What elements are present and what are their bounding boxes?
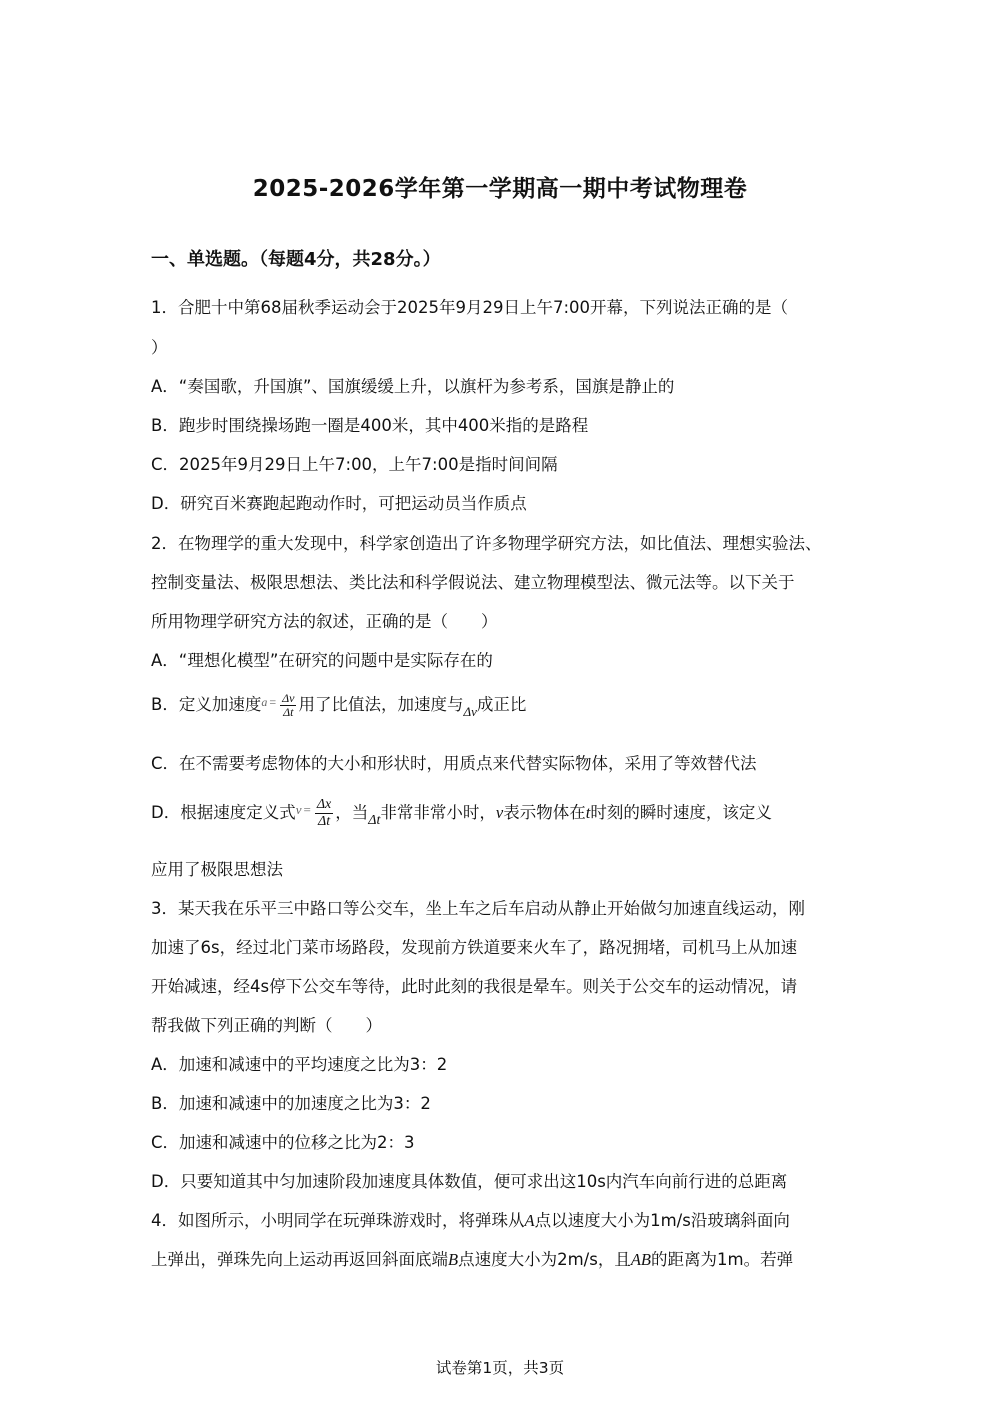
q3-stem-line3: 开始减速，经4s停下公交车等待，此时此刻的我很是晕车。则关于公交车的运动情况，请 [151, 977, 798, 996]
q4-stem-line2 [151, 1249, 793, 1271]
section-heading: 一、单选题。（每题4分，共28分。） [151, 249, 441, 270]
q1-stem-line2: ） [151, 338, 168, 357]
q1-stem-line1: 1．合肥十中第68届秋季运动会于2025年9月29日上午7:00开幕，下列说法正确的是（ [151, 298, 789, 317]
q2-option-a: A．“理想化模型”在研究的问题中是实际存在的 [151, 651, 493, 670]
q4-stem-line1 [151, 1210, 790, 1232]
q2-option-b-middle: 用了比值法，加速度与 [298, 695, 464, 714]
q2-option-b-prefix: B．定义加速度 [151, 695, 262, 714]
q2-stem-line3: 所用物理学研究方法的叙述，正确的是（ ） [151, 612, 498, 631]
q2-option-b-fraction [280, 692, 296, 719]
q2-option-b-suffix: 成正比 [476, 695, 527, 714]
q2-option-d-denominator: Δt [318, 814, 331, 829]
q3-stem-line2: 加速了6s，经过北门菜市场路段，发现前方铁道要来火车了，路况拥堵，司机马上从加速 [151, 938, 798, 957]
q2-option-b-equals: = [269, 695, 277, 709]
q4-point-a: A [524, 1211, 535, 1230]
q4-segment-ab: AB [630, 1250, 651, 1269]
q4-line1-prefix: 4．如图所示，小明同学在玩弹珠游戏时，将弹珠从 [151, 1211, 525, 1230]
q2-option-c: C．在不需要考虑物体的大小和形状时，用质点来代替实际物体，采用了等效替代法 [151, 754, 757, 773]
q2-stem-line2: 控制变量法、极限思想法、类比法和科学假说法、建立物理模型法、微元法等。以下关于 [151, 573, 795, 592]
q1-option-d: D．研究百米赛跑起跑动作时，可把运动员当作质点 [151, 494, 527, 513]
q3-option-c: C．加速和减速中的位移之比为2：3 [151, 1133, 415, 1152]
q4-point-b: B [448, 1250, 459, 1269]
q2-option-b-var-a: a [261, 695, 268, 709]
q2-option-b-numerator: Δv [282, 691, 295, 705]
q1-option-a: A．“奏国歌，升国旗”、国旗缓缓上升，以旗杆为参考系，国旗是静止的 [151, 377, 675, 396]
q3-option-d: D．只要知道其中匀加速阶段加速度具体数值，便可求出这10s内汽车向前行进的总距离 [151, 1172, 788, 1191]
q2-option-d-prefix: D．根据速度定义式 [151, 803, 296, 822]
page-footer: 试卷第1页，共3页 [435, 1359, 565, 1377]
q2-option-d-var-t: t [585, 803, 591, 822]
q3-option-b: B．加速和减速中的加速度之比为3：2 [151, 1094, 431, 1113]
q2-option-d [151, 797, 772, 830]
q1-option-b: B．跑步时围绕操场跑一圈是400米，其中400米指的是路程 [151, 416, 589, 435]
q2-option-b-delta-v: Δv [463, 704, 477, 719]
q2-option-d-var-v2: v [495, 803, 504, 822]
q2-option-d-text1: 非常非常小时， [380, 803, 496, 822]
q1-option-c: C．2025年9月29日上午7:00，上午7:00是指时间间隔 [151, 455, 558, 474]
q2-option-d-middle: ，当 [335, 803, 369, 822]
q2-stem-line1: 2．在物理学的重大发现中，科学家创造出了许多物理学研究方法，如比值法、理想实验法、 [151, 534, 822, 553]
q2-option-d-fraction [315, 797, 333, 830]
q2-option-b [151, 692, 526, 719]
q4-line2-middle: 点速度大小为2m/s，且 [458, 1250, 631, 1269]
q4-line2-suffix: 的距离为1m。若弹 [651, 1250, 794, 1269]
q4-line1-suffix: 点以速度大小为1m/s沿玻璃斜面向 [534, 1211, 790, 1230]
q2-option-d-line2: 应用了极限思想法 [151, 860, 283, 879]
q4-line2-prefix: 上弹出，弹珠先向上运动再返回斜面底端 [151, 1250, 448, 1269]
q2-option-d-numerator: Δx [316, 797, 332, 812]
q3-stem-line1: 3．某天我在乐平三中路口等公交车，坐上车之后车启动从静止开始做匀加速直线运动，刚 [151, 899, 805, 918]
q2-option-d-var-v: v [295, 802, 302, 817]
q2-option-d-equals: = [303, 802, 311, 817]
q3-option-a: A．加速和减速中的平均速度之比为3：2 [151, 1055, 448, 1074]
q2-option-d-text3: 时刻的瞬时速度，该定义 [590, 803, 772, 822]
q2-option-b-denominator: Δt [283, 705, 294, 719]
exam-title: 2025-2026学年第一学期高一期中考试物理卷 [252, 176, 748, 202]
q3-stem-line4: 帮我做下列正确的判断（ ） [151, 1016, 382, 1035]
q2-option-d-delta-t: Δt [368, 813, 381, 828]
q2-option-d-text2: 表示物体在 [503, 803, 586, 822]
